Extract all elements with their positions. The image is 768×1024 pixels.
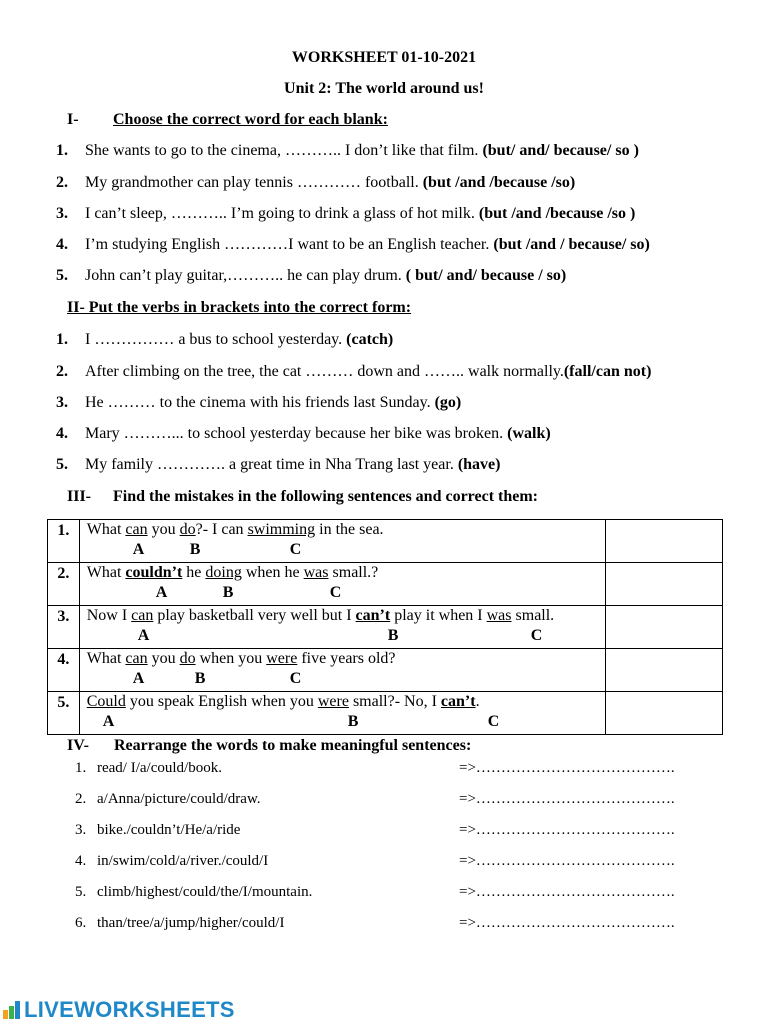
option-letter: A [132, 541, 145, 558]
section1-item [85, 205, 635, 223]
section4-item-words: read/ I/a/could/book. [97, 760, 222, 776]
section1-item-options: (but /and /because /so ) [474, 205, 636, 222]
sentence-text [87, 607, 554, 625]
section4-item-number: 5. [75, 884, 87, 900]
underlined-word: do [179, 650, 196, 667]
section4-item-number: 6. [75, 915, 87, 931]
liveworksheets-logo[interactable] [3, 998, 235, 1022]
option-letters [87, 713, 602, 733]
answer-cell[interactable] [605, 692, 722, 735]
section1-item-text: I’m studying English …………I want to be an English teacher. [85, 236, 490, 253]
section4-answer-line[interactable]: =>…………………………………. [459, 853, 675, 869]
section2-item [85, 456, 500, 474]
mistakes-table [47, 519, 723, 735]
sentence-part: you [147, 521, 180, 538]
option-letter: A [137, 627, 150, 644]
option-letters [87, 584, 602, 604]
section1-roman: I- [67, 111, 79, 128]
sentence-part: . [475, 693, 480, 710]
section2-item-text: After climbing on the tree, the cat ……… down and …….. walk normally. [85, 363, 564, 380]
section1-item-number: 1. [56, 142, 68, 159]
table-row [48, 563, 723, 606]
section1-item-text: I can’t sleep, ……….. I’m going to drink a glass of hot milk. [85, 205, 475, 222]
section4-answer-line[interactable]: =>…………………………………. [459, 791, 675, 807]
row-sentence [79, 563, 605, 606]
section4-item-number: 3. [75, 822, 87, 838]
option-letter: A [132, 670, 145, 687]
section1-item-options: (but /and / because/ so) [489, 236, 650, 253]
section4-item-number: 2. [75, 791, 87, 807]
sentence-part: play basketball very well but I [153, 607, 356, 624]
option-letter: C [289, 670, 302, 687]
sentence-part: Now I [86, 607, 132, 624]
section2-item-number: 4. [56, 425, 68, 442]
sentence-part: play it when I [390, 607, 487, 624]
option-letter: B [222, 584, 234, 601]
sentence-text [87, 650, 396, 668]
section2-item-text: My family …………. a great time in Nha Trang last year. [85, 456, 454, 473]
option-letter: A [155, 584, 168, 601]
underlined-word: was [486, 607, 512, 624]
section2-item-text: Mary ………... to school yesterday because her bike was broken. [85, 425, 504, 442]
row-number: 3. [48, 606, 80, 649]
option-letter: B [387, 627, 399, 644]
sentence-part: when you [195, 650, 267, 667]
sentence-part: small?- No, I [348, 693, 441, 710]
section1-item [85, 142, 639, 160]
row-number: 4. [48, 649, 80, 692]
section2-item-text: He ……… to the cinema with his friends last Sunday. [85, 394, 431, 411]
section1-item-text: I don’t like that film. [344, 142, 479, 159]
section1-item-number: 3. [56, 205, 68, 222]
section1-item-text: My grandmother can play tennis ………… football. [85, 174, 419, 191]
option-letter: C [530, 627, 543, 644]
section2-item [85, 363, 651, 381]
row-number: 2. [48, 563, 80, 606]
unit-subtitle: Unit 2: The world around us! [284, 80, 484, 97]
option-letter: B [347, 713, 359, 730]
answer-cell[interactable] [605, 649, 722, 692]
section2-item [85, 425, 551, 443]
liveworksheets-logo-icon [3, 1001, 21, 1019]
section4-answer-line[interactable]: =>…………………………………. [459, 915, 675, 931]
section1-item-options: (but/ and/ because/ so ) [478, 142, 639, 159]
underlined-word: was [303, 564, 329, 581]
answer-cell[interactable] [605, 563, 722, 606]
sentence-part: small.? [328, 564, 379, 581]
option-letters [87, 627, 602, 647]
section1-item-options: ( but/ and/ because / so) [401, 267, 567, 284]
section1-item [85, 174, 575, 192]
section2-item-number: 5. [56, 456, 68, 473]
answer-cell[interactable] [605, 520, 722, 563]
section1-heading: Choose the correct word for each blank: [113, 111, 388, 128]
section2-item-verb: (catch) [342, 331, 394, 348]
section2-item-text: I …………… a bus to school yesterday. [85, 331, 343, 348]
underlined-word: do [179, 521, 196, 538]
section2-item [85, 331, 393, 349]
sentence-part: What [86, 650, 126, 667]
sentence-part: when he [241, 564, 304, 581]
section2-item [85, 394, 461, 412]
underlined-word: can [125, 521, 148, 538]
section2-item-verb: (go) [430, 394, 462, 411]
sentence-text [87, 521, 384, 539]
section4-item-words: than/tree/a/jump/higher/could/I [97, 915, 285, 931]
section4-item-words: in/swim/cold/a/river./could/I [97, 853, 269, 869]
section1-item [85, 267, 566, 285]
underlined-word: can [125, 650, 148, 667]
sentence-part: he [182, 564, 206, 581]
section3-roman: III- [67, 488, 92, 505]
section2-item-number: 3. [56, 394, 68, 411]
section1-item-text: John can’t play guitar,……….. he can play drum. [85, 267, 402, 284]
option-letter: C [329, 584, 342, 601]
section2-heading: II- Put the verbs in brackets into the correct form: [67, 299, 412, 316]
section4-answer-line[interactable]: =>…………………………………. [459, 822, 675, 838]
row-sentence [79, 692, 605, 735]
sentence-part: What [86, 564, 126, 581]
table-row [48, 649, 723, 692]
section2-item-verb: (walk) [503, 425, 551, 442]
row-number: 5. [48, 692, 80, 735]
section4-roman: IV- [67, 737, 89, 754]
underlined-word: doing [205, 564, 242, 581]
option-letter: B [189, 541, 201, 558]
liveworksheets-brand: LIVEWORKSHEETS [24, 997, 235, 1022]
underlined-word: were [266, 650, 298, 667]
sentence-text [87, 564, 379, 582]
option-letter: B [194, 670, 206, 687]
section4-item-number: 1. [75, 760, 87, 776]
underlined-word: can [131, 607, 154, 624]
section4-answer-line[interactable]: =>…………………………………. [459, 884, 675, 900]
section4-item-words: climb/highest/could/the/I/mountain. [97, 884, 313, 900]
row-sentence [79, 606, 605, 649]
section2-item-number: 1. [56, 331, 68, 348]
section1-item [85, 236, 650, 254]
section1-item-number: 2. [56, 174, 68, 191]
underlined-word: can’t [440, 693, 476, 710]
section3-heading: Find the mistakes in the following sentences and correct them: [113, 488, 538, 505]
row-sentence [79, 520, 605, 563]
sentence-part: What [86, 521, 126, 538]
answer-cell[interactable] [605, 606, 722, 649]
section2-item-verb: (fall/can not) [563, 363, 652, 380]
sentence-part: small. [511, 607, 555, 624]
underlined-word: can’t [355, 607, 391, 624]
section4-item-words: a/Anna/picture/could/draw. [97, 791, 261, 807]
underlined-word: were [317, 693, 349, 710]
option-letter: C [289, 541, 302, 558]
worksheet-title: WORKSHEET 01-10-2021 [291, 49, 477, 66]
section2-item-verb: (have) [453, 456, 501, 473]
underlined-word: couldn’t [125, 564, 183, 581]
section2-item-number: 2. [56, 363, 68, 380]
sentence-part: ?- I can [195, 521, 248, 538]
section4-item-words: bike./couldn’t/He/a/ride [97, 822, 241, 838]
section1-item-number: 4. [56, 236, 68, 253]
section4-item-number: 4. [75, 853, 87, 869]
option-letters [87, 541, 602, 561]
option-letters [87, 670, 602, 690]
section1-item-pre: She wants to go to the cinema, ……….. [85, 142, 345, 159]
underlined-word: swimming [247, 521, 316, 538]
section4-heading: Rearrange the words to make meaningful sentences: [114, 737, 472, 754]
table-row [48, 606, 723, 649]
section1-item-number: 5. [56, 267, 68, 284]
section4-answer-line[interactable]: =>…………………………………. [459, 760, 675, 776]
sentence-text [87, 693, 480, 711]
underlined-word: Could [86, 693, 126, 710]
table-row [48, 692, 723, 735]
option-letter: C [487, 713, 500, 730]
row-number: 1. [48, 520, 80, 563]
section1-item-options: (but /and /because /so) [418, 174, 576, 191]
sentence-part: five years old? [297, 650, 396, 667]
sentence-part: you [147, 650, 180, 667]
row-sentence [79, 649, 605, 692]
option-letter: A [102, 713, 115, 730]
sentence-part: you speak English when you [125, 693, 318, 710]
table-row [48, 520, 723, 563]
sentence-part: in the sea. [315, 521, 384, 538]
